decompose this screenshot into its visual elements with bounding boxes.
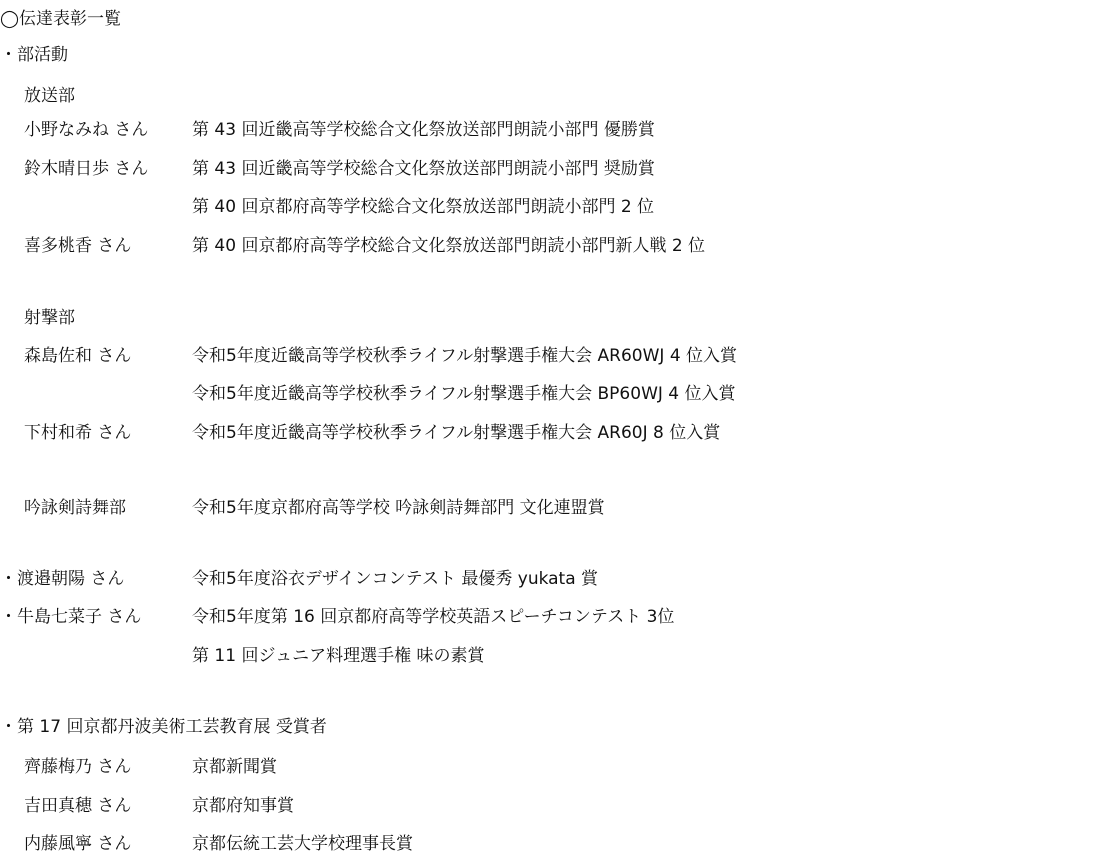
award-recipient: 喜多桃香 さん [24, 236, 132, 256]
award-detail: 京都新聞賞 [192, 757, 277, 777]
award-detail: 京都伝統工芸大学校理事長賞 [192, 834, 413, 854]
award-detail: 令和5年度近畿高等学校秋季ライフル射撃選手権大会 AR60J 8 位入賞 [192, 423, 721, 443]
exhibition-heading-text: ・第 17 回京都丹波美術工芸教育展 受賞者 [0, 717, 327, 737]
club-name: 射撃部 [24, 308, 75, 328]
award-detail: 令和5年度第 16 回京都府高等学校英語スピーチコンテスト 3位 [192, 607, 675, 627]
award-recipient: 森島佐和 さん [24, 346, 132, 366]
title-text: ◯伝達表彰一覧 [0, 9, 122, 29]
award-recipient: ・牛島七菜子 さん [0, 607, 142, 627]
award-recipient: 齊藤梅乃 さん [24, 757, 132, 777]
award-detail: 第 40 回京都府高等学校総合文化祭放送部門朗読小部門新人戦 2 位 [192, 236, 706, 256]
award-detail: 令和5年度近畿高等学校秋季ライフル射撃選手権大会 AR60WJ 4 位入賞 [192, 346, 738, 366]
club-name: 吟詠剣詩舞部 [24, 498, 126, 518]
award-recipient: 吉田真穂 さん [24, 796, 132, 816]
award-recipient: 内藤風寧 さん [24, 834, 132, 854]
award-detail: 第 43 回近畿高等学校総合文化祭放送部門朗読小部門 優勝賞 [192, 120, 655, 140]
award-detail: 令和5年度京都府高等学校 吟詠剣詩舞部門 文化連盟賞 [192, 498, 605, 518]
award-recipient: 鈴木晴日歩 さん [24, 159, 149, 179]
award-recipient: 小野なみね さん [24, 120, 149, 140]
club-heading-text: ・部活動 [0, 45, 68, 65]
award-detail: 令和5年度浴衣デザインコンテスト 最優秀 yukata 賞 [192, 569, 599, 589]
award-detail: 第 40 回京都府高等学校総合文化祭放送部門朗読小部門 2 位 [192, 197, 655, 217]
club-name: 放送部 [24, 86, 75, 106]
award-recipient: ・渡邉朝陽 さん [0, 569, 125, 589]
award-detail: 京都府知事賞 [192, 796, 294, 816]
award-recipient: 下村和希 さん [24, 423, 132, 443]
award-detail: 第 11 回ジュニア料理選手権 味の素賞 [192, 646, 485, 666]
award-detail: 令和5年度近畿高等学校秋季ライフル射撃選手権大会 BP60WJ 4 位入賞 [192, 384, 736, 404]
award-detail: 第 43 回近畿高等学校総合文化祭放送部門朗読小部門 奨励賞 [192, 159, 655, 179]
